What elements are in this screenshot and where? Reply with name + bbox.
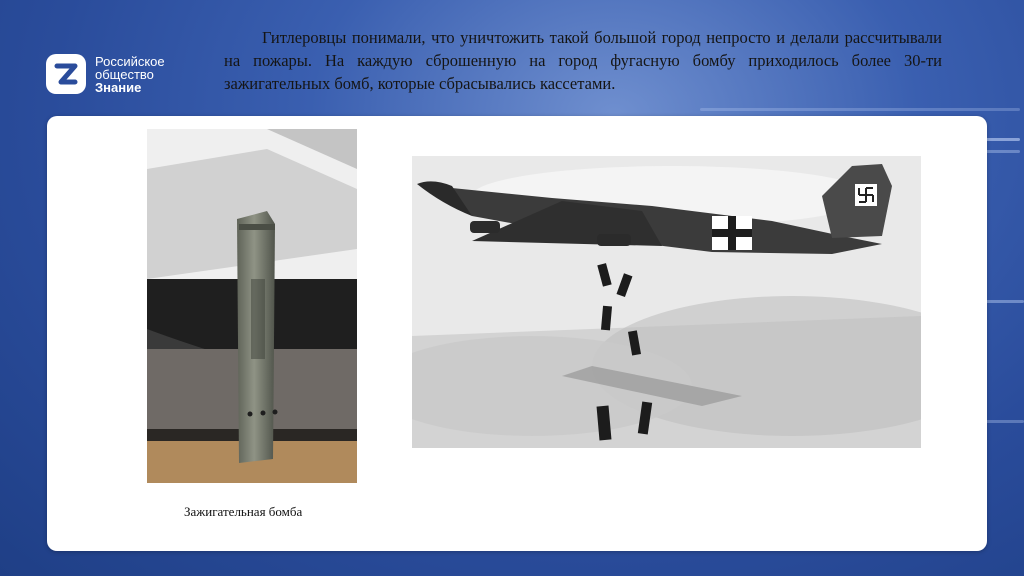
brand-name	[95, 55, 165, 94]
brand-line-1: Российское	[95, 53, 165, 69]
incendiary-bomb-photo	[147, 129, 357, 483]
brand-line-2: общество	[95, 66, 154, 82]
decorative-streak	[700, 108, 1020, 111]
brand-line-3: Знание	[95, 79, 142, 95]
bomb-photo-caption: Зажигательная бомба	[184, 504, 303, 519]
brand-logo	[46, 52, 196, 96]
bomber-dropping-bombs-photo	[412, 156, 921, 448]
slide-paragraph: Гитлеровцы понимали, что уничтожить такой большой город непросто и делали рассчитывали на пожары. На каждую сброшенную на город фугасную бомбу приходилось более 30-ти зажигательных бомб, которые сбрасывались кассетами.	[224, 28, 942, 93]
znanie-logo-icon	[46, 54, 86, 94]
